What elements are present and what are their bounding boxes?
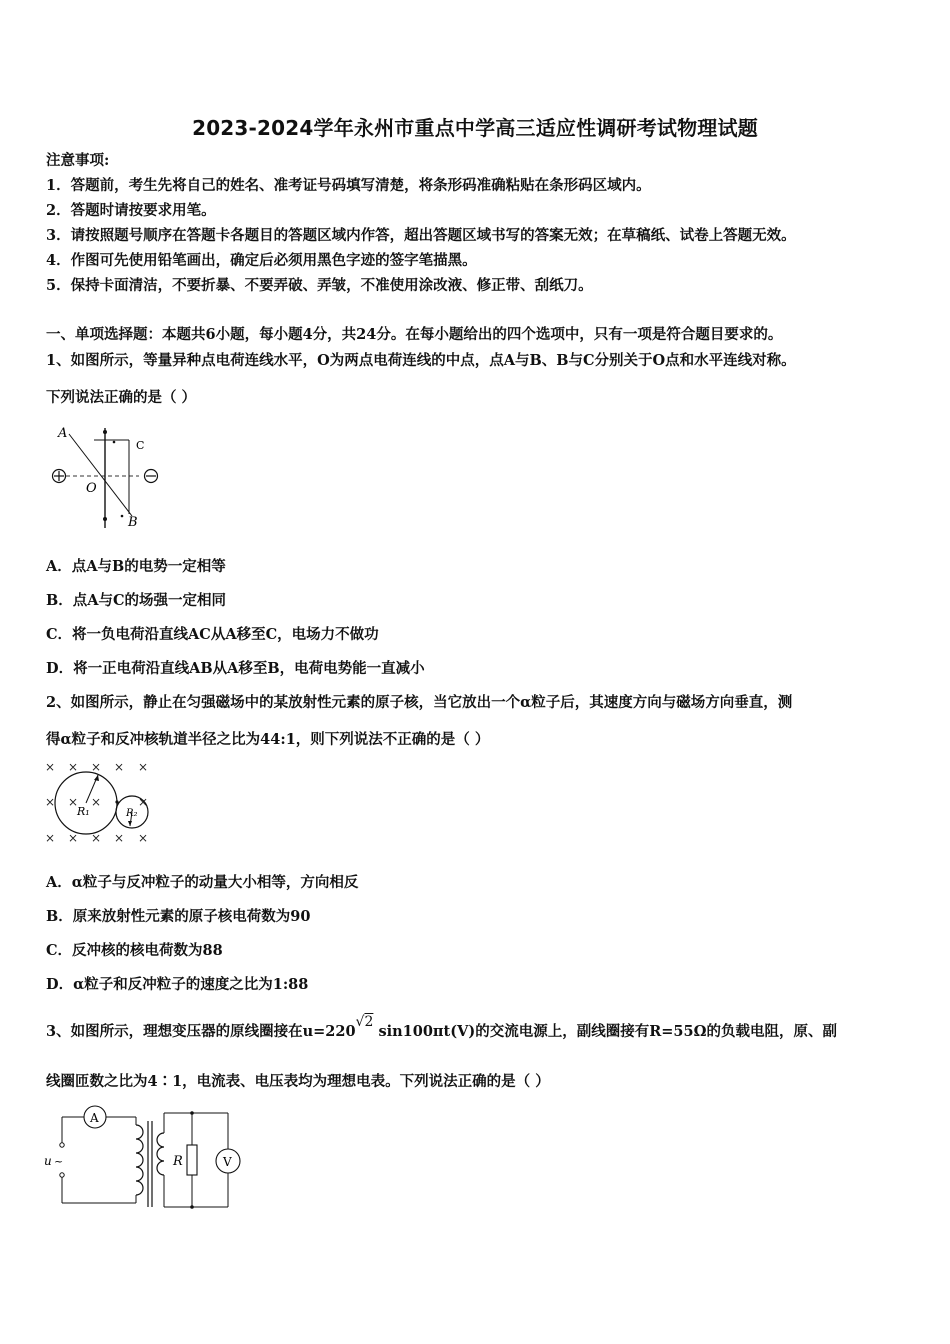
svg-text:×: × (45, 831, 56, 845)
svg-text:×: × (138, 760, 149, 774)
question-1-option-c: C．将一负电荷沿直线AC从A移至C，电场力不做功 (46, 626, 379, 643)
notice-item: 3．请按照题号顺序在答题卡各题目的答题区域内作答，超出答题区域书写的答案无效；在草稿纸、试卷上答题无效。 (46, 227, 796, 244)
label-c: C (136, 439, 145, 452)
notice-heading: 注意事项: (46, 152, 110, 169)
question-2-option-b: B．原来放射性元素的原子核电荷数为90 (46, 908, 311, 925)
question-1-stem-cont: 下列说法正确的是（ ） (46, 389, 197, 406)
svg-text:~: ~ (54, 1155, 64, 1168)
svg-text:×: × (68, 795, 79, 809)
svg-text:×: × (68, 760, 79, 774)
magnetic-field-figure (40, 758, 160, 846)
transformer-circuit-figure (40, 1103, 250, 1211)
secondary-coil (157, 1133, 164, 1175)
svg-text:×: × (114, 831, 125, 845)
notice-item: 2．答题时请按要求用笔。 (46, 202, 216, 219)
question-1-option-b: B．点A与C的场强一定相同 (46, 592, 227, 609)
question-3-stem: 3、如图所示，理想变压器的原线圈接在u=220√2 sin100πt(V)的交流电源上，副线圈接有R=55Ω的负载电阻，原、副 (46, 1014, 837, 1040)
section-heading: 一、单项选择题：本题共6小题，每小题4分，共24分。在每小题给出的四个选项中，只有一项是符合题目要求的。 (46, 326, 783, 343)
page-title: 2023-2024学年永州市重点中学高三适应性调研考试物理试题 (192, 116, 758, 140)
question-2-option-c: C．反冲核的核电荷数为88 (46, 942, 223, 959)
svg-text:×: × (91, 831, 102, 845)
notice-item: 5．保持卡面清洁，不要折暴、不要弄破、弄皱，不准使用涂改液、修正带、刮纸刀。 (46, 277, 593, 294)
svg-text:×: × (45, 795, 56, 809)
charge-field-figure (44, 420, 164, 532)
notice-item: 4．作图可先使用铅笔画出，确定后必须用黑色字迹的签字笔描黑。 (46, 252, 477, 269)
question-3-stem-cont: 线圈匝数之比为4∶1，电流表、电压表均为理想电表。下列说法正确的是（ ） (46, 1073, 550, 1090)
svg-text:u: u (44, 1154, 52, 1168)
label-a: A (58, 426, 68, 441)
svg-text:×: × (91, 760, 102, 774)
question-2-option-d: D．α粒子和反冲粒子的速度之比为1:88 (46, 976, 309, 993)
svg-text:×: × (138, 795, 149, 809)
label-o: O (86, 481, 97, 496)
question-2-option-a: A．α粒子与反冲粒子的动量大小相等，方向相反 (46, 874, 359, 891)
svg-text:×: × (114, 760, 125, 774)
resistor-icon (187, 1145, 197, 1175)
notice-item: 1．答题前，考生先将自己的姓名、准考证号码填写清楚，将条形码准确粘贴在条形码区域内。 (46, 177, 651, 194)
question-2-stem: 2、如图所示，静止在匀强磁场中的某放射性元素的原子核，当它放出一个α粒子后，其速度方向与磁场方向垂直，测 (46, 694, 793, 711)
svg-text:×: × (91, 795, 102, 809)
label-r2: R₂ (126, 808, 138, 819)
question-2-stem-cont: 得α粒子和反冲核轨道半径之比为44:1，则下列说法不正确的是（ ） (46, 731, 490, 748)
svg-text:A: A (90, 1111, 99, 1125)
svg-text:R: R (173, 1154, 183, 1169)
label-r1: R₁ (77, 805, 90, 818)
label-b: B (128, 515, 138, 530)
svg-text:×: × (138, 831, 149, 845)
primary-coil (136, 1125, 143, 1195)
question-1-stem: 1、如图所示，等量异种点电荷连线水平，O为两点电荷连线的中点，点A与B、B与C分别关于O点和水平连线对称。 (46, 352, 796, 369)
svg-text:×: × (45, 760, 56, 774)
svg-text:×: × (68, 831, 79, 845)
question-1-option-a: A．点A与B的电势一定相等 (46, 558, 226, 575)
question-1-option-d: D．将一正电荷沿直线AB从A移至B，电荷电势能一直减小 (46, 660, 425, 677)
svg-text:V: V (223, 1155, 232, 1169)
